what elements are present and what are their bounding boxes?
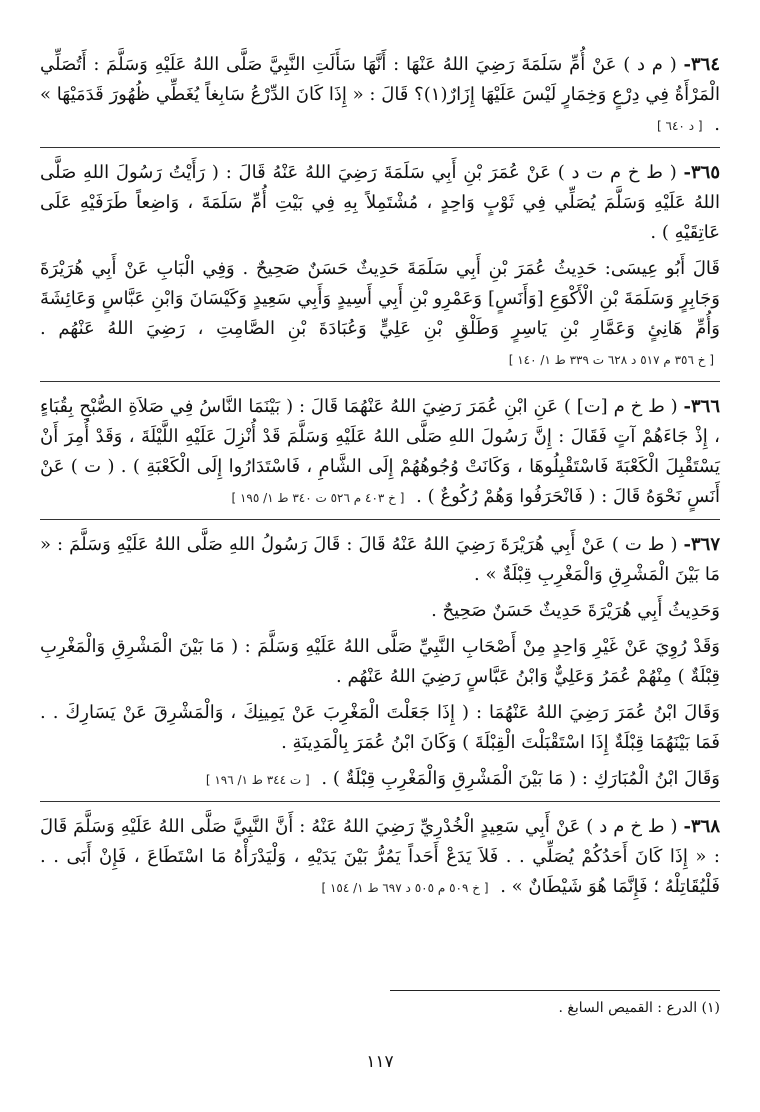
hadith-365 xyxy=(40,158,720,248)
hadith-number: ٣٦٨- xyxy=(683,816,721,837)
source-reference: [ د ٦٤٠ ] xyxy=(657,119,703,133)
page-number: ١١٧ xyxy=(366,1052,394,1072)
hadith-text: ( ط خ م د ) عَنْ أَبِي سَعِيدٍ الْخُدْرِيِّ رَضِيَ اللهُ عَنْهُ : أَنَّ النَّبِيَّ صَلَّى اللهُ عَلَيْهِ وَسَلَّمَ قَالَ : « إِذَا كَانَ أَحَدُكُمْ يُصَلِّي . . فَلاَ يَدَعْ أَحَداً يَمُرُّ بَيْنَ يَدَيْهِ ، وَلْيَدْرَأْهُ مَا اسْتَطَاعَ ، فَإِنْ أَبَى . . فَلْيُقَاتِلْهُ ؛ فَإِنَّمَا هُوَ شَيْطَانٌ » . xyxy=(40,816,720,897)
hadith-number: ٣٦٦- xyxy=(683,396,720,417)
commentary-text: قَالَ أَبُو عِيسَى: حَدِيثُ عُمَرَ بْنِ أَبِي سَلَمَةَ حَدِيثٌ حَسَنٌ صَحِيحٌ . وَفِي الْبَابِ عَنْ أَبِي هُرَيْرَةَ وَجَابِرٍ وَسَلَمَةَ بْنِ الْأَكْوَعِ [وَأَنَسٍ] وَعَمْرِو بْنِ أَبِي أَسِيدٍ وَأَبِي سَعِيدٍ وَكَيْسَانَ وَابْنِ عَبَّاسٍ وَعَائِشَةَ وَأُمِّ هَانِئٍ وَعَمَّارِ بْنِ يَاسِرٍ وَطَلْقِ بْنِ عَلِيٍّ وَعُبَادَةَ بْنِ الصَّامِتِ ، رَضِيَ اللهُ عَنْهُم . xyxy=(40,258,720,339)
footnote: (١) الدرع : القميص السابغ . xyxy=(558,1000,720,1016)
hadith-text: ( ط خ م ت د ) عَنْ عُمَرَ بْنِ أَبِي سَلَمَةَ رَضِيَ اللهُ عَنْهُ قَالَ : ( رَأَيْتُ رَسُولَ اللهِ صَلَّى اللهُ عَلَيْهِ وَسَلَّمَ يُصَلِّي فِي ثَوْبٍ وَاحِدٍ ، مُشْتَمِلاً بِهِ فِي بَيْتِ أُمِّ سَلَمَةَ ، وَاضِعاً طَرَفَيْهِ عَلَى عَاتِقَيْهِ ) . xyxy=(40,162,720,243)
source-reference: [ ت ٣٤٤ ط ١/ ١٩٦ ] xyxy=(205,773,310,787)
source-reference: [ خ ٥٠٩ م ٥٠٥ د ٦٩٧ ط ١/ ١٥٤ ] xyxy=(321,881,489,895)
hadith-365-commentary xyxy=(40,254,720,382)
hadith-364 xyxy=(40,50,720,148)
commentary-text: وَقَالَ ابْنُ الْمُبَارَكِ : ( مَا بَيْنَ الْمَشْرِقِ وَالْمَغْرِبِ قِبْلَةٌ ) . xyxy=(321,768,720,789)
hadith-367 xyxy=(40,530,720,590)
commentary-line: وَحَدِيثُ أَبِي هُرَيْرَةَ حَدِيثٌ حَسَنٌ صَحِيحٌ . xyxy=(431,600,720,621)
source-reference: [ خ ٣٥٦ م ٥١٧ د ٦٢٨ ت ٣٣٩ ط ١/ ١٤٠ ] xyxy=(508,353,714,367)
hadith-number: ٣٦٥- xyxy=(683,162,720,183)
hadith-366 xyxy=(40,392,720,520)
hadith-text: ( م د ) عَنْ أُمِّ سَلَمَةَ رَضِيَ اللهُ عَنْهَا : أَنَّهَا سَأَلَتِ النَّبِيَّ صَلَّى اللهُ عَلَيْهِ وَسَلَّمَ : أَتُصَلِّي الْمَرْأَةُ فِي دِرْعٍ وَخِمَارٍ لَيْسَ عَلَيْهَا إِزَارٌ(١)؟ قَالَ : « إِذَا كَانَ الدِّرْعُ سَابِغاً يُغَطِّي ظُهُورَ قَدَمَيْهَا » . xyxy=(40,54,720,135)
footnote-divider xyxy=(390,990,720,991)
commentary-line: وَقَدْ رُوِيَ عَنْ غَيْرِ وَاحِدٍ مِنْ أَصْحَابِ النَّبِيِّ صَلَّى اللهُ عَلَيْهِ وَسَلَّمَ : ( مَا بَيْنَ الْمَشْرِقِ وَالْمَغْرِبِ قِبْلَةٌ ) مِنْهُمْ عُمَرُ وَعَلِيٌّ وَابْنُ عَبَّاسٍ رَضِيَ اللهُ عَنْهُم . xyxy=(40,636,720,687)
page-body xyxy=(40,50,720,909)
hadith-368 xyxy=(40,812,720,903)
hadith-number: ٣٦٤- xyxy=(683,54,720,75)
commentary-line: وَقَالَ ابْنُ عُمَرَ رَضِيَ اللهُ عَنْهُمَا : ( إِذَا جَعَلْتَ الْمَغْرِبَ عَنْ يَمِينِكَ ، وَالْمَشْرِقَ عَنْ يَسَارِكَ . . فَمَا بَيْنَهُمَا قِبْلَةٌ إِذَا اسْتَقْبَلْتَ الْقِبْلَةَ ) وَكَانَ ابْنُ عُمَرَ بِالْمَدِينَةِ . xyxy=(40,702,720,753)
commentary-line xyxy=(40,764,720,802)
hadith-text: ( ط خ م [ت] ) عَنِ ابْنِ عُمَرَ رَضِيَ اللهُ عَنْهُمَا قَالَ : ( بَيْنَمَا النَّاسُ فِي صَلاَةِ الصُّبْحِ بِقُبَاءٍ ، إِذْ جَاءَهُمْ آتٍ فَقَالَ : إِنَّ رَسُولَ اللهِ صَلَّى اللهُ عَلَيْهِ وَسَلَّمَ قَدْ أُنْزِلَ عَلَيْهِ اللَّيْلَةَ ، وَقَدْ أُمِرَ أَنْ يَسْتَقْبِلَ الْكَعْبَةَ فَاسْتَقْبِلُوهَا ، وَكَانَتْ وُجُوهُهُمْ إِلَى الشَّامِ ، فَاسْتَدَارُوا إِلَى الْكَعْبَةِ ) . ( ت ) عَنْ أَنَسٍ نَحْوَهُ قَالَ : ( فَانْحَرَفُوا وَهُمْ رُكُوعٌ ) . xyxy=(40,396,720,507)
hadith-number: ٣٦٧- xyxy=(683,534,720,555)
source-reference: [ خ ٤٠٣ م ٥٢٦ ت ٣٤٠ ط ١/ ١٩٥ ] xyxy=(231,491,405,505)
hadith-text: ( ط ت ) عَنْ أَبِي هُرَيْرَةَ رَضِيَ اللهُ عَنْهُ قَالَ : قَالَ رَسُولُ اللهِ صَلَّى اللهُ عَلَيْهِ وَسَلَّمَ : « مَا بَيْنَ الْمَشْرِقِ وَالْمَغْرِبِ قِبْلَةٌ » . xyxy=(40,534,720,585)
